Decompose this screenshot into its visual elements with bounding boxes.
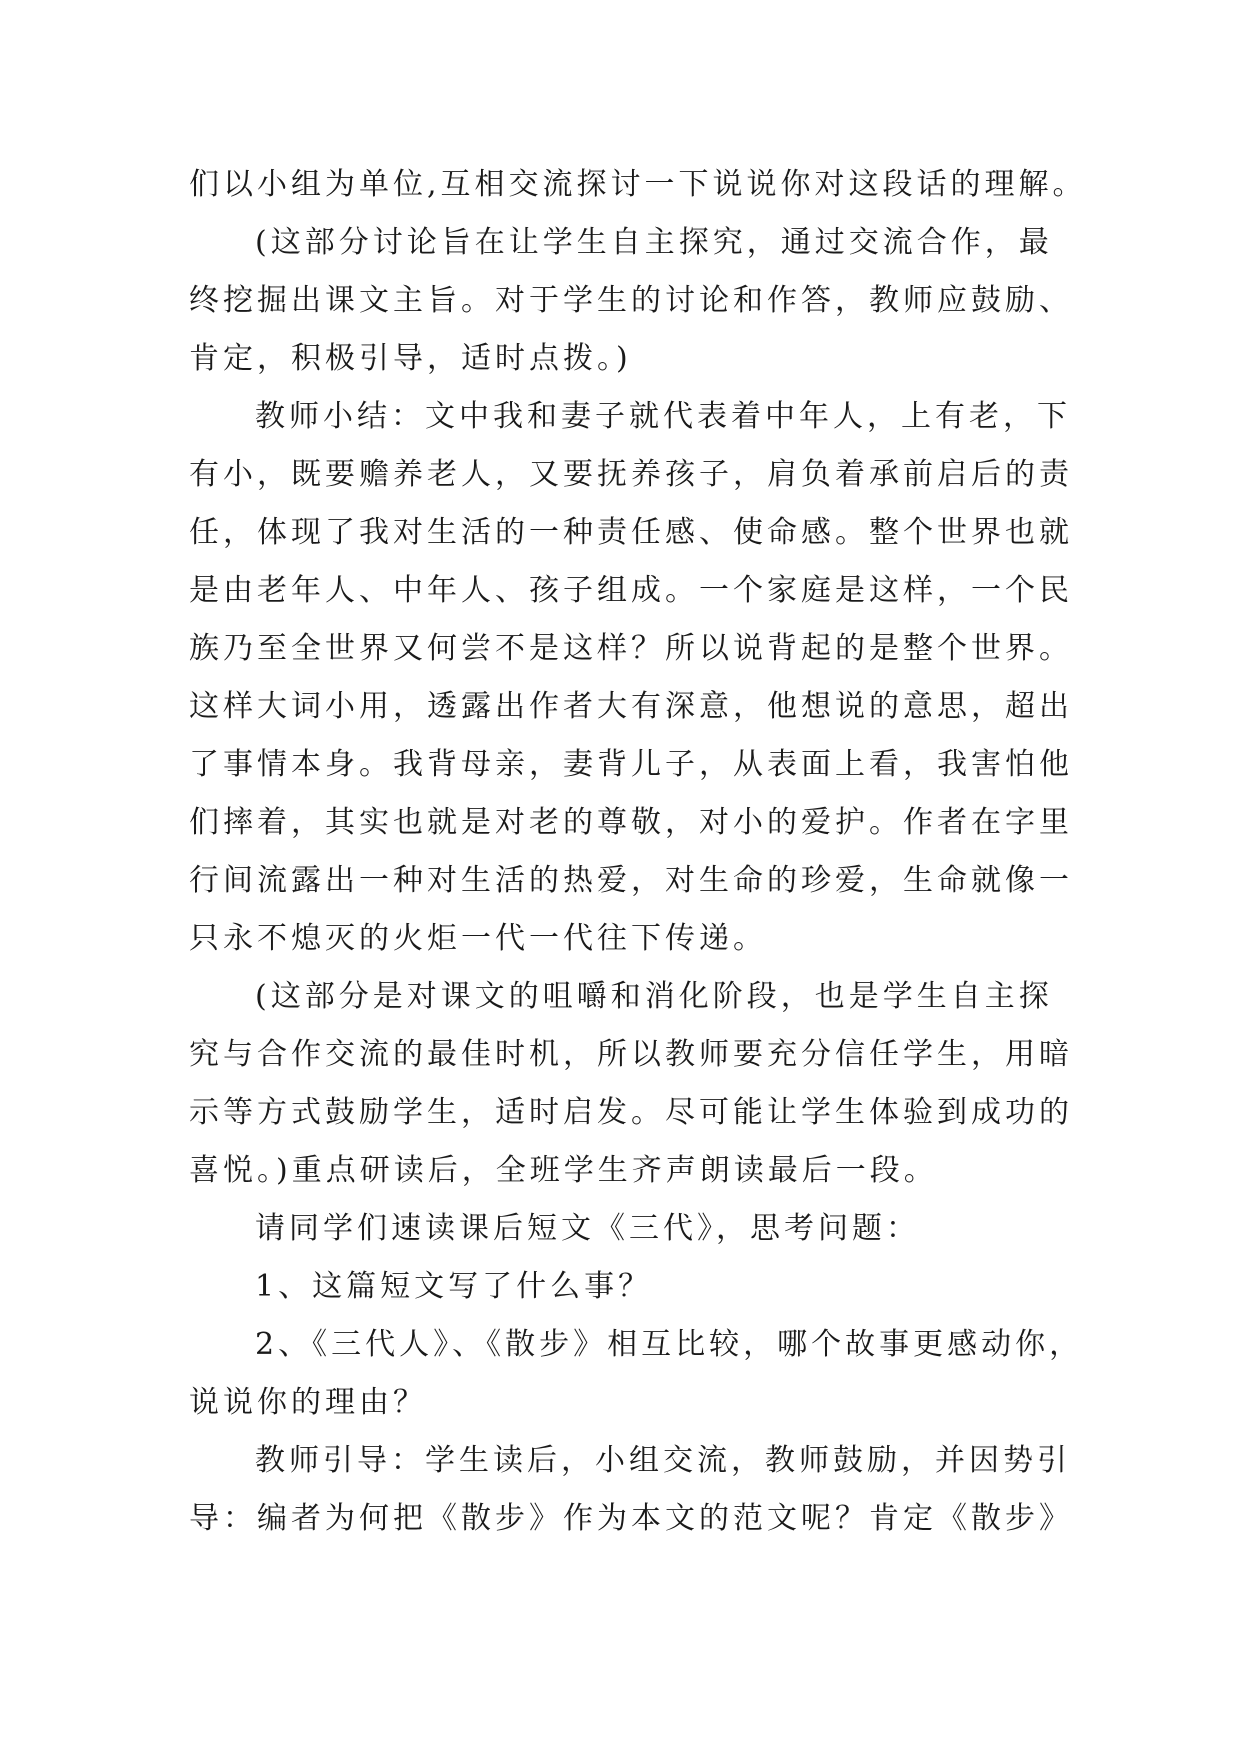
text-line: 导：编者为何把《散步》作为本文的范文呢？肯定《散步》 bbox=[189, 1501, 1073, 1536]
text-line: 喜悦。)重点研读后，全班学生齐声朗读最后一段。 bbox=[189, 1153, 938, 1188]
text-line: 1、这篇短文写了什么事？ bbox=[255, 1269, 653, 1304]
text-line: 了事情本身。我背母亲，妻背儿子，从表面上看，我害怕他 bbox=[189, 747, 1073, 782]
text-line: (这部分是对课文的咀嚼和消化阶段，也是学生自主探 bbox=[255, 979, 1053, 1014]
text-line: 任，体现了我对生活的一种责任感、使命感。整个世界也就 bbox=[189, 515, 1073, 550]
text-line: 2、《三代人》、《散步》相互比较，哪个故事更感动你， bbox=[255, 1327, 1084, 1362]
text-line: 是由老年人、中年人、孩子组成。一个家庭是这样，一个民 bbox=[189, 573, 1073, 608]
text-line: 们摔着，其实也就是对老的尊敬，对小的爱护。作者在字里 bbox=[189, 805, 1073, 840]
text-line: 终挖掘出课文主旨。对于学生的讨论和作答，教师应鼓励、 bbox=[189, 283, 1073, 318]
text-line: 教师引导：学生读后，小组交流，教师鼓励，并因势引 bbox=[255, 1443, 1071, 1478]
text-line: 这样大词小用，透露出作者大有深意，他想说的意思，超出 bbox=[189, 689, 1073, 724]
text-line: 们以小组为单位,互相交流探讨一下说说你对这段话的理解。 bbox=[189, 167, 1087, 202]
text-line: 示等方式鼓励学生，适时启发。尽可能让学生体验到成功的 bbox=[189, 1095, 1073, 1130]
text-line: (这部分讨论旨在让学生自主探究，通过交流合作，最 bbox=[255, 225, 1053, 260]
text-line: 说说你的理由？ bbox=[189, 1385, 427, 1420]
text-line: 行间流露出一种对生活的热爱，对生命的珍爱，生命就像一 bbox=[189, 863, 1073, 898]
text-line: 究与合作交流的最佳时机，所以教师要充分信任学生，用暗 bbox=[189, 1037, 1073, 1072]
text-line: 族乃至全世界又何尝不是这样？所以说背起的是整个世界。 bbox=[189, 631, 1073, 666]
text-line: 有小，既要赡养老人，又要抚养孩子，肩负着承前启后的责 bbox=[189, 457, 1073, 492]
text-line: 肯定，积极引导，适时点拨。) bbox=[189, 341, 632, 376]
body-text bbox=[189, 156, 1087, 1548]
text-line: 只永不熄灭的火炬一代一代往下传递。 bbox=[189, 921, 767, 956]
text-line: 教师小结：文中我和妻子就代表着中年人，上有老，下 bbox=[255, 399, 1071, 434]
text-line: 请同学们速读课后短文《三代》，思考问题： bbox=[255, 1211, 920, 1246]
